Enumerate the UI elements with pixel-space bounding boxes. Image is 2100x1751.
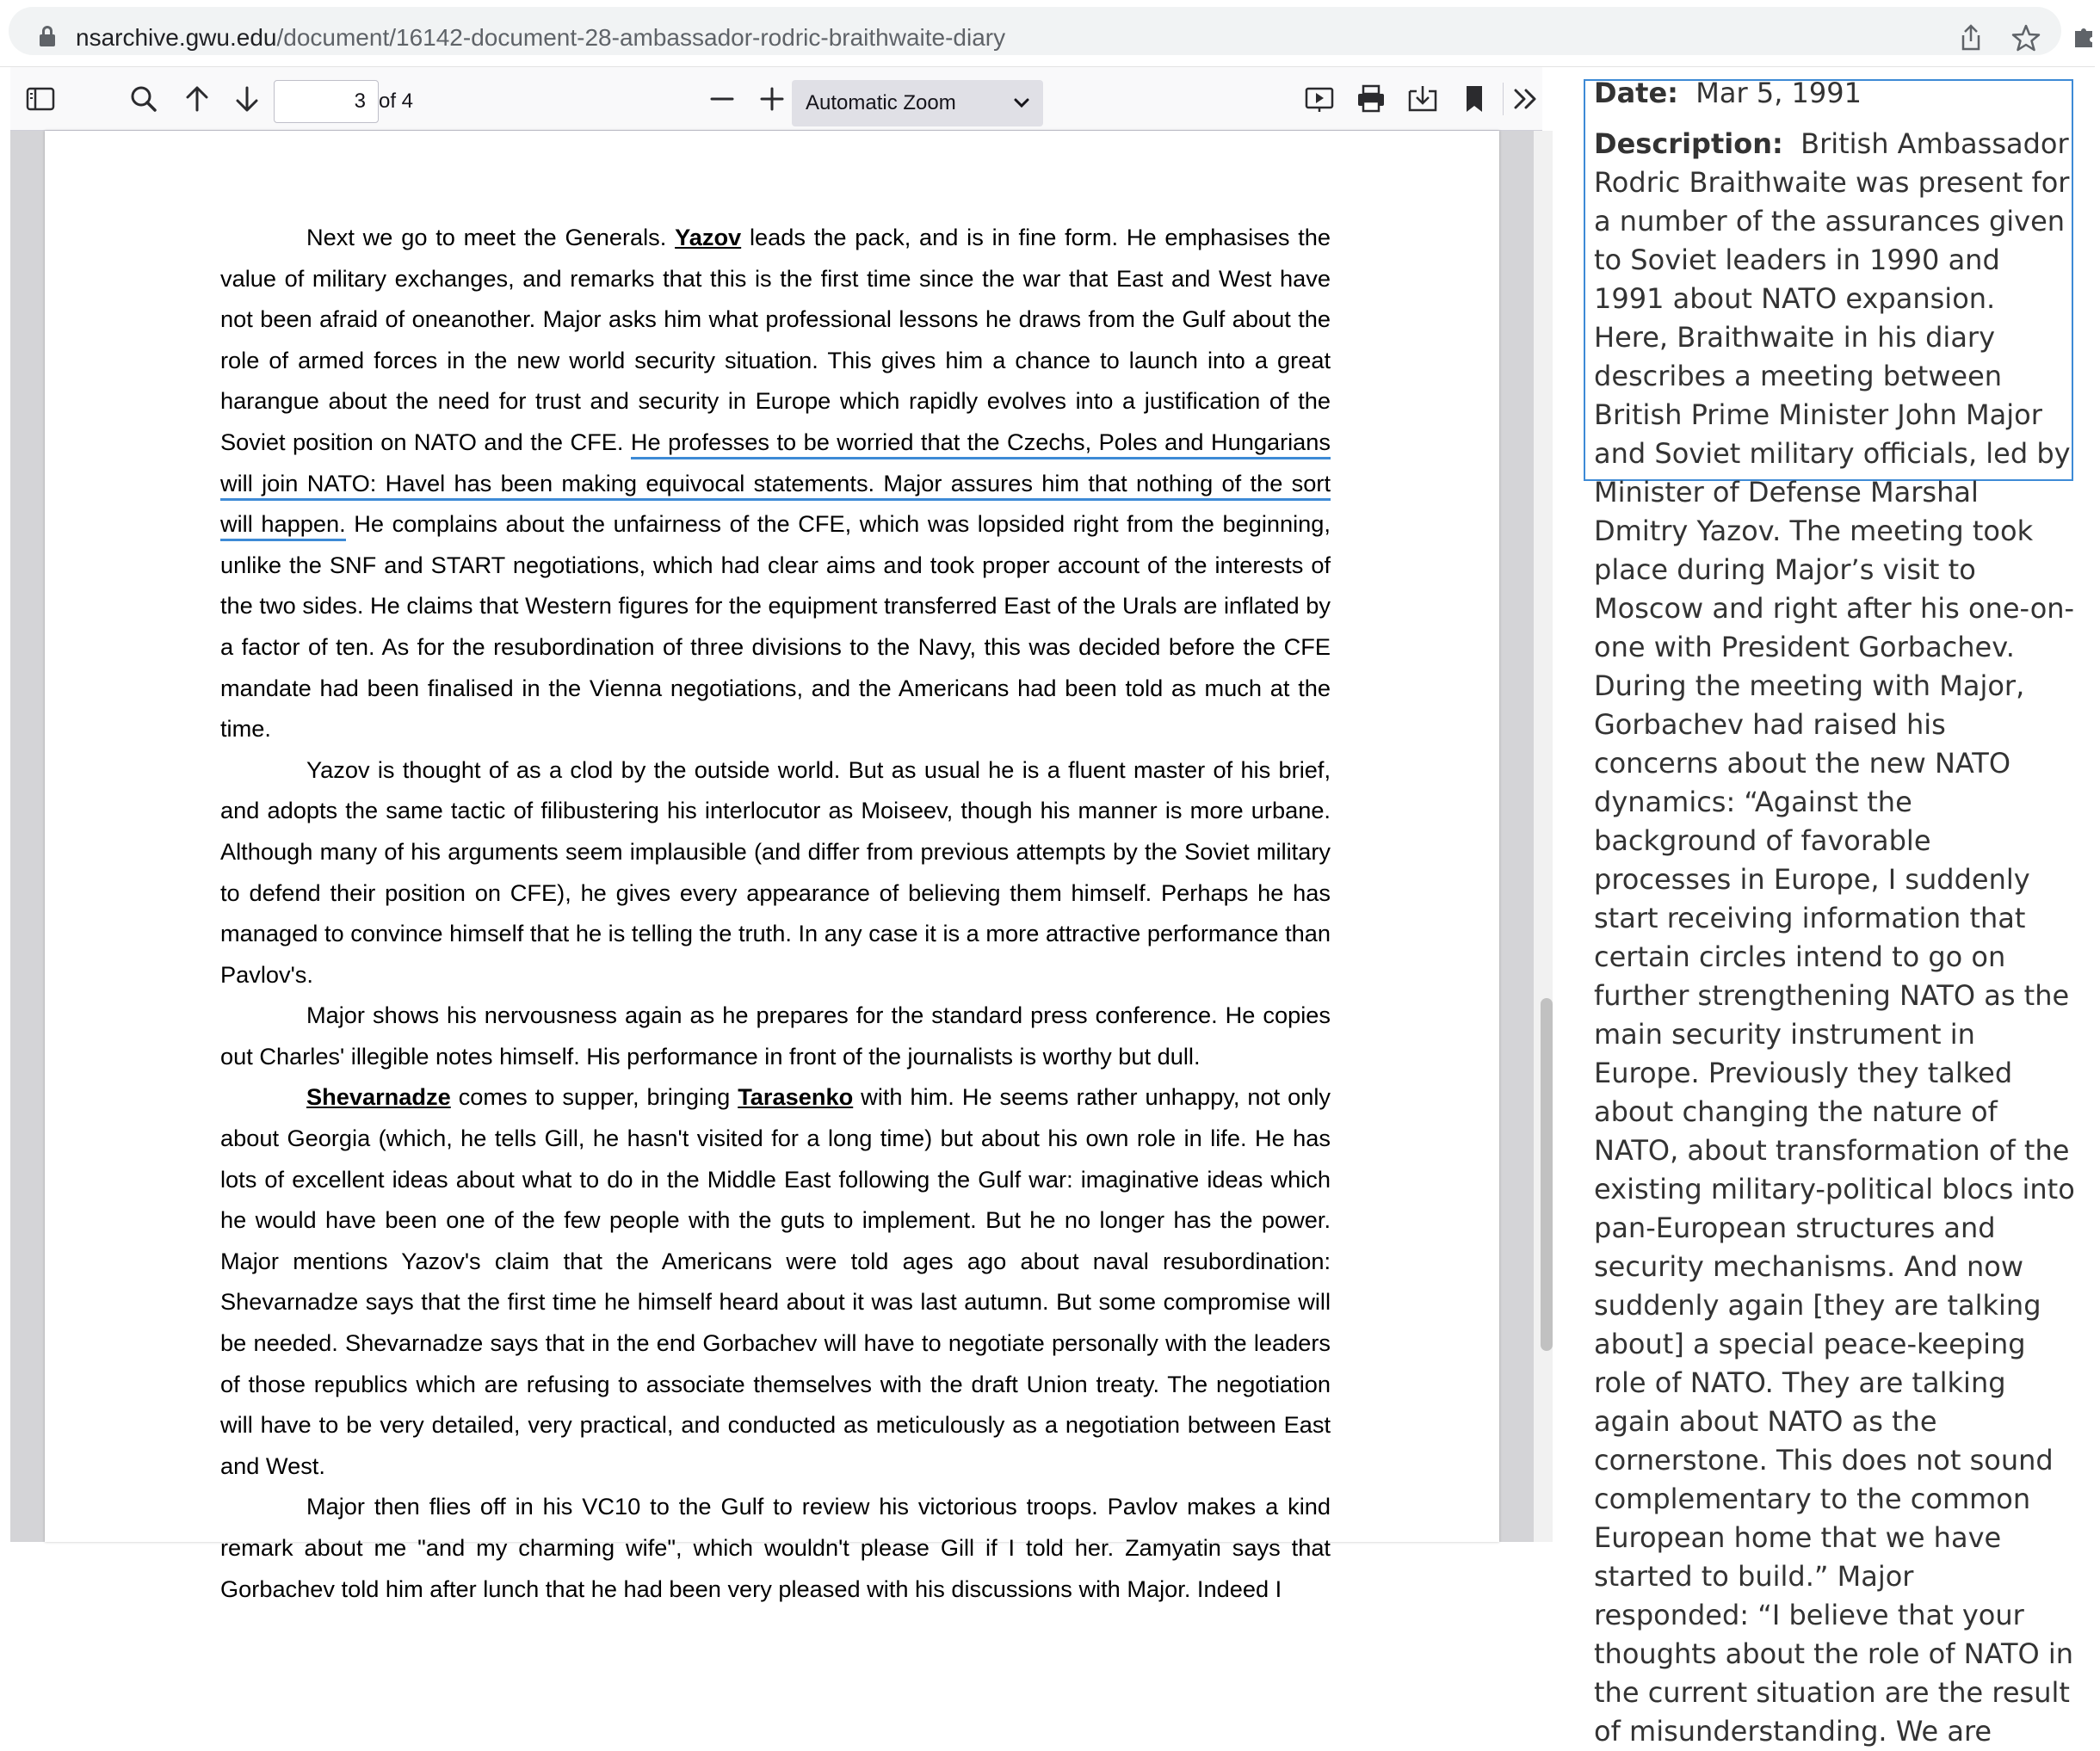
zoom-out-minus-icon[interactable] xyxy=(704,81,740,117)
date-value: Mar 5, 1991 xyxy=(1695,77,1862,109)
url-path: /document/16142-document-28-ambassador-rodric-braithwaite-diary xyxy=(276,24,1006,51)
previous-page-arrow-up-icon[interactable] xyxy=(179,81,215,117)
presentation-mode-icon[interactable] xyxy=(1301,81,1337,117)
text-run: leads the pack, and is in fine form. He emphasises the value of military exchanges, and remarks that this is the first time since the war that East and West have not been afraid of oneanother. Major asks him what professional lessons he draws from the Gulf about the role of armed forces in the new world security situation. This gives him a chance to launch into a great harangue about the need for trust and security in Europe which rapidly evolves into a justification of the Soviet position on NATO and the CFE. xyxy=(220,224,1331,455)
next-page-arrow-down-icon[interactable] xyxy=(229,81,265,117)
date-label: Date: xyxy=(1594,77,1678,109)
toolbar-separator xyxy=(1503,83,1504,115)
highlighted-passage: He professes to be worried that the Czechs, Poles and Hungarians will join NATO: Havel has been making equivocal statements. Major assures him that nothing of the sort will happen. xyxy=(220,429,1331,541)
download-icon[interactable] xyxy=(1405,81,1441,117)
description-text: British Ambassador Rodric Braithwaite was present for a number of the assurances given to Soviet leaders in 1990 and 1991 about NATO expansion. Here, Braithwaite in his diary describes a meeting between British Prime Minister John Major and Soviet military officials, led by Minister of Defense Marshal Dmitry Yazov. The meeting took place during Major’s visit to Moscow and right after his one-on-one with President Gorbachev. During the meeting with Major, Gorbachev had raised his concerns about the new NATO dynamics: “Against the background of favorable processes in Europe, I suddenly start receiving information that certain circles intend to go on further strengthening NATO as the main security instrument in Europe. Previously they talked about changing the nature of NATO, about transformation of the existing military-political blocs into pan-European structures and security mechanisms. And now suddenly again [they are talking about] a special peace-keeping role of NATO. They are talking again about NATO as the cornerstone. This does not sound complementary to the common European home that we have started to build.” Major responded: “I believe that your thoughts about the role of NATO in the current situation are the result of misunderstanding. We are xyxy=(1594,127,2075,1748)
paragraph-5: Major then flies off in his VC10 to the Gulf to review his victorious troops. Pavlov makes a kind remark about me "and my charming wife", which wouldn't please Gill if I told her. Zamyatin says that Gorbachev told him after lunch that he had been very pleased with his discussions with Major. Indeed I xyxy=(220,1493,1331,1602)
url-text[interactable] xyxy=(76,22,1005,53)
paragraph-3: Major shows his nervousness again as he prepares for the standard press conference. He copies out Charles' illegible notes himself. His performance in front of the journalists is worthy but dull. xyxy=(220,1002,1331,1070)
url-host: nsarchive.gwu.edu xyxy=(76,24,277,51)
bookmark-star-icon[interactable] xyxy=(2010,22,2041,53)
zoom-select[interactable] xyxy=(792,80,1043,126)
description-row xyxy=(1594,125,2076,1751)
pdf-viewer xyxy=(10,67,1542,1602)
paragraph-1 xyxy=(220,217,1331,749)
text-run: comes to supper, bringing xyxy=(450,1083,738,1111)
text-run: He complains about the unfairness of the CFE, which was lopsided right from the beginning, unlike the SNF and START negotiations, which had clear aims and took proper account of the interests of the two sides. He claims that Western figures for the equipment transferred East of the Urals are inflated by a factor of ten. As for the resubordination of three divisions to the Navy, this was decided before the CFE mandate had been finalised in the Vienna negotiations, and the Americans had been told as much at the time. xyxy=(220,510,1331,743)
paragraph-2: Yazov is thought of as a clod by the outside world. But as usual he is a fluent master of his brief, and adopts the same tactic of filibustering his interlocutor as Moiseev, though his manner is more urbane. Although many of his arguments seem implausible (and differ from previous attempts by the Soviet military to defend their position on CFE), he gives every appearance of believing them himself. Perhaps he has managed to convince himself that he is telling the truth. In any case it is a more attractive performance than Pavlov's. xyxy=(220,755,1331,988)
text-run: Next we go to meet the Generals. xyxy=(306,224,676,250)
page-number-input[interactable]: 3 xyxy=(274,80,379,123)
pdf-page xyxy=(45,131,1499,1602)
metadata-text xyxy=(1594,74,2076,1751)
tools-double-chevron-icon[interactable] xyxy=(1508,81,1544,117)
lock-icon[interactable] xyxy=(40,26,55,48)
pdf-scrollbar-thumb[interactable] xyxy=(1541,998,1553,1351)
extensions-puzzle-icon[interactable] xyxy=(2069,22,2100,53)
pdf-toolbar xyxy=(10,67,1542,131)
bookmark-icon[interactable] xyxy=(1456,81,1492,117)
name-link-shevardnadze[interactable]: Shevarnadze xyxy=(306,1083,451,1111)
browser-address-bar xyxy=(0,0,2095,67)
name-link-tarasenko[interactable]: Tarasenko xyxy=(738,1083,854,1111)
paragraph-4 xyxy=(220,1076,1331,1486)
omnibox[interactable] xyxy=(9,7,2061,55)
document-metadata-pane xyxy=(1560,67,2095,1748)
date-row xyxy=(1594,74,2076,113)
zoom-in-plus-icon[interactable] xyxy=(754,81,790,117)
zoom-select-value: Automatic Zoom xyxy=(806,91,956,114)
text-run: with him. He seems rather unhappy, not only about Georgia (which, he tells Gill, he hasn't visited for a long time) but about his own role in life. He has lots of excellent ideas about what to do in the Middle East following the Gulf war: imaginative ideas which he would have been one of the few people with the guts to implement. But he no longer has the power. Major mentions Yazov's claim that the Americans were told ages ago about naval resubordination: Shevarnadze says that the first time he himself heard about it was last autumn. But some compromise will be needed. Shevarnadze says that in the end Gorbachev will have to negotiate personally with the leaders of those republics which are refusing to associate themselves with the draft Union treaty. The negotiation will have to be very detailed, very practical, and conducted as meticulously as a negotiation between East and West. xyxy=(220,1083,1331,1479)
print-icon[interactable] xyxy=(1353,81,1389,117)
share-icon[interactable] xyxy=(1955,22,1986,53)
search-icon[interactable] xyxy=(126,81,162,117)
page-count-label: of 4 xyxy=(379,89,414,113)
sidebar-toggle-icon[interactable] xyxy=(22,81,59,117)
name-link-yazov[interactable]: Yazov xyxy=(675,224,742,250)
description-label: Description: xyxy=(1594,127,1783,160)
document-body xyxy=(220,217,1331,1609)
